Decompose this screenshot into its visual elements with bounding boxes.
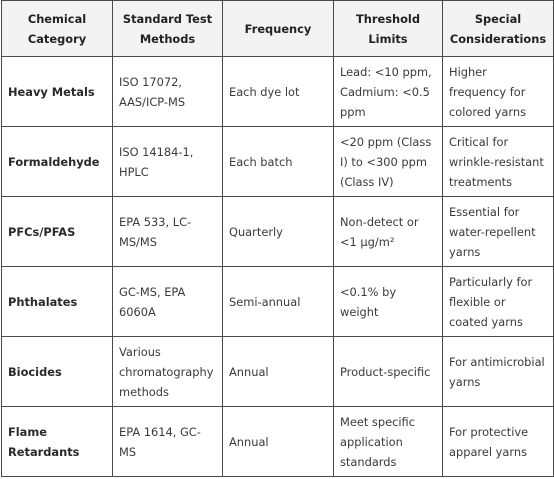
table-row xyxy=(2,197,554,267)
table-row xyxy=(2,57,554,127)
table-row xyxy=(2,337,554,407)
table-row xyxy=(2,127,554,197)
cell-special-considerations: For protective apparel yarns xyxy=(443,407,554,477)
cell-frequency: Quarterly xyxy=(223,197,334,267)
cell-chemical-category: PFCs/PFAS xyxy=(2,197,113,267)
cell-test-methods: Various chromatography methods xyxy=(113,337,223,407)
table-row xyxy=(2,267,554,337)
header-frequency: Frequency xyxy=(223,1,334,57)
cell-frequency: Annual xyxy=(223,337,334,407)
cell-chemical-category: Heavy Metals xyxy=(2,57,113,127)
cell-threshold-limits: <20 ppm (Class I) to <300 ppm (Class IV) xyxy=(334,127,443,197)
cell-chemical-category: Phthalates xyxy=(2,267,113,337)
cell-chemical-category: Biocides xyxy=(2,337,113,407)
header-threshold-limits: Threshold Limits xyxy=(334,1,443,57)
cell-threshold-limits: Lead: <10 ppm, Cadmium: <0.5 ppm xyxy=(334,57,443,127)
cell-threshold-limits: Meet specific application standards xyxy=(334,407,443,477)
cell-frequency: Annual xyxy=(223,407,334,477)
cell-chemical-category: Flame Retardants xyxy=(2,407,113,477)
cell-test-methods: EPA 533, LC-MS/MS xyxy=(113,197,223,267)
cell-test-methods: EPA 1614, GC-MS xyxy=(113,407,223,477)
table-row xyxy=(2,407,554,477)
cell-test-methods: GC-MS, EPA 6060A xyxy=(113,267,223,337)
cell-test-methods: ISO 17072, AAS/ICP-MS xyxy=(113,57,223,127)
cell-frequency: Each dye lot xyxy=(223,57,334,127)
cell-threshold-limits: Product-specific xyxy=(334,337,443,407)
header-standard-test-methods: Standard Test Methods xyxy=(113,1,223,57)
cell-special-considerations: Essential for water-repellent yarns xyxy=(443,197,554,267)
cell-threshold-limits: <0.1% by weight xyxy=(334,267,443,337)
cell-frequency: Each batch xyxy=(223,127,334,197)
table-header-row xyxy=(2,1,554,57)
cell-test-methods: ISO 14184-1, HPLC xyxy=(113,127,223,197)
header-chemical-category: Chemical Category xyxy=(2,1,113,57)
header-special-considerations: Special Considerations xyxy=(443,1,554,57)
cell-special-considerations: Critical for wrinkle-resistant treatments xyxy=(443,127,554,197)
cell-frequency: Semi-annual xyxy=(223,267,334,337)
chemical-testing-table xyxy=(1,0,554,477)
cell-special-considerations: Particularly for flexible or coated yarns xyxy=(443,267,554,337)
cell-chemical-category: Formaldehyde xyxy=(2,127,113,197)
cell-threshold-limits: Non-detect or <1 μg/m² xyxy=(334,197,443,267)
cell-special-considerations: For antimicrobial yarns xyxy=(443,337,554,407)
cell-special-considerations: Higher frequency for colored yarns xyxy=(443,57,554,127)
